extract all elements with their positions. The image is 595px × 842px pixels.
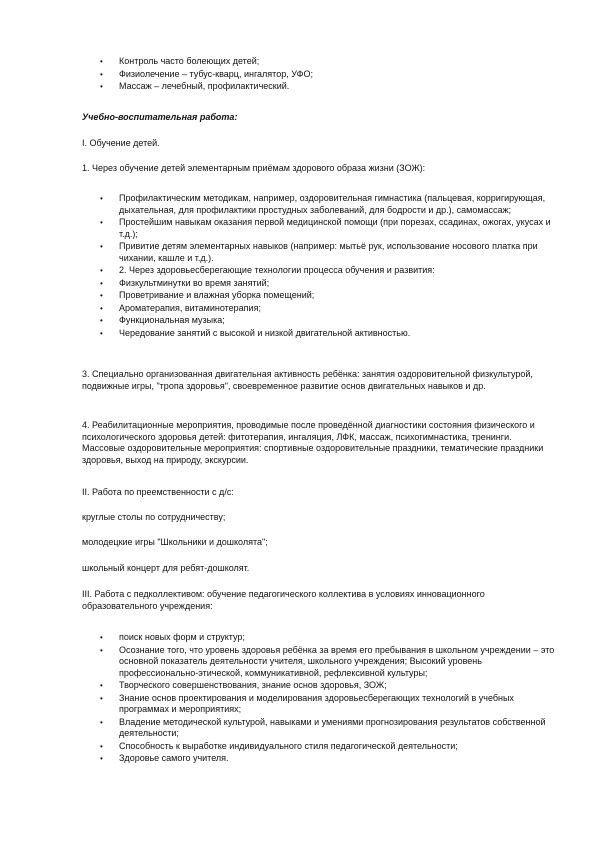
paragraph-1: 1. Через обучение детей элементарным приёмам здорового образа жизни (ЗОЖ): xyxy=(82,163,426,173)
list-item: • Профилактическим методикам, например, оздоровительная гимнастика (пальцевая, корригирующая, дыхательная, для профилактики простудных заболеваний, для бодрости и др.), самомассаж; xyxy=(100,193,555,216)
list-item: • Простейшим навыкам оказания первой медицинской помощи (при порезах, ссадинах, ожогах, укусах и т.д.); xyxy=(100,217,555,240)
list-item: • Физиолечение – тубус-кварц, ингалятор, УФО; xyxy=(100,69,550,81)
list-item: • поиск новых форм и структур; xyxy=(100,632,555,644)
list-item: • Физкультминутки во время занятий; xyxy=(100,278,555,290)
list-item: • Контроль часто болеющих детей; xyxy=(100,56,550,68)
bullet-list-top xyxy=(100,56,550,94)
section-ii-title: II. Работа по преемственности с д/с: xyxy=(82,487,234,497)
section-iii-title: III. Работа с педколлективом: обучение педагогического коллектива в условиях инновационного образовательного учреждения: xyxy=(82,589,485,611)
list-item: • Ароматерапия, витаминотерапия; xyxy=(100,303,555,315)
list-item: • Способность к выработке индивидуального стиля педагогической деятельности; xyxy=(100,741,555,753)
text-line: круглые столы по сотрудничеству; xyxy=(82,512,226,522)
list-item: • Массаж – лечебный, профилактический. xyxy=(100,81,550,93)
list-item: • Творческого совершенствования, знание основ здоровья, ЗОЖ; xyxy=(100,680,555,692)
list-item: • Здоровье самого учителя. xyxy=(100,753,555,765)
section-i-title: I. Обучение детей. xyxy=(82,138,160,148)
text-line: молодецкие игры "Школьники и дошколята"; xyxy=(82,537,268,547)
list-item: • 2. Через здоровьесберегающие технологии процесса обучения и развития: xyxy=(100,265,555,277)
paragraph-3: 3. Специально организованная двигательная активность ребёнка: занятия оздоровительной физкультурой, подвижные игры, "тропа здоровья", своевременное развитие основ двигательных навыков и др. xyxy=(82,369,533,391)
bullet-list-middle xyxy=(100,193,555,340)
list-item: • Проветривание и влажная уборка помещений; xyxy=(100,290,555,302)
list-item: • Знание основ проектирования и моделирования здоровьесберегающих технологий в учебных программах и мероприятиях; xyxy=(100,693,555,716)
list-item: • Владение методической культурой, навыками и умениями прогнозирования результатов собственной деятельности; xyxy=(100,717,555,740)
list-item: • Привитие детям элементарных навыков (например: мытьё рук, использование носового платка при чихании, кашле и т.д.). xyxy=(100,241,555,264)
section-heading: Учебно-воспитательная работа: xyxy=(82,112,238,122)
bullet-list-bottom xyxy=(100,632,555,766)
list-item: • Чередование занятий с высокой и низкой двигательной активностью. xyxy=(100,328,555,340)
text-line: школьный концерт для ребят-дошколят. xyxy=(82,563,250,573)
paragraph-4: 4. Реабилитационные мероприятия, проводимые после проведённой диагностики состояния физического и психологического здоровья детей: фитотерапия, ингаляция, ЛФК, массаж, психогимнастика, тренинги. Массовые оздоровительные мероприятия: спортивные оздоровительные праздники, тематические праздники здоровья, выход на природу, экскурсии. xyxy=(82,420,544,465)
list-item: • Функциональная музыка; xyxy=(100,315,555,327)
list-item: • Осознание того, что уровень здоровья ребёнка за время его пребывания в школьном учреждении – это основной показатель деятельности учителя, школьного учреждения; Высокий уровень профессионально-этической, коммуникативной, рефлексивной культуры; xyxy=(100,645,555,680)
